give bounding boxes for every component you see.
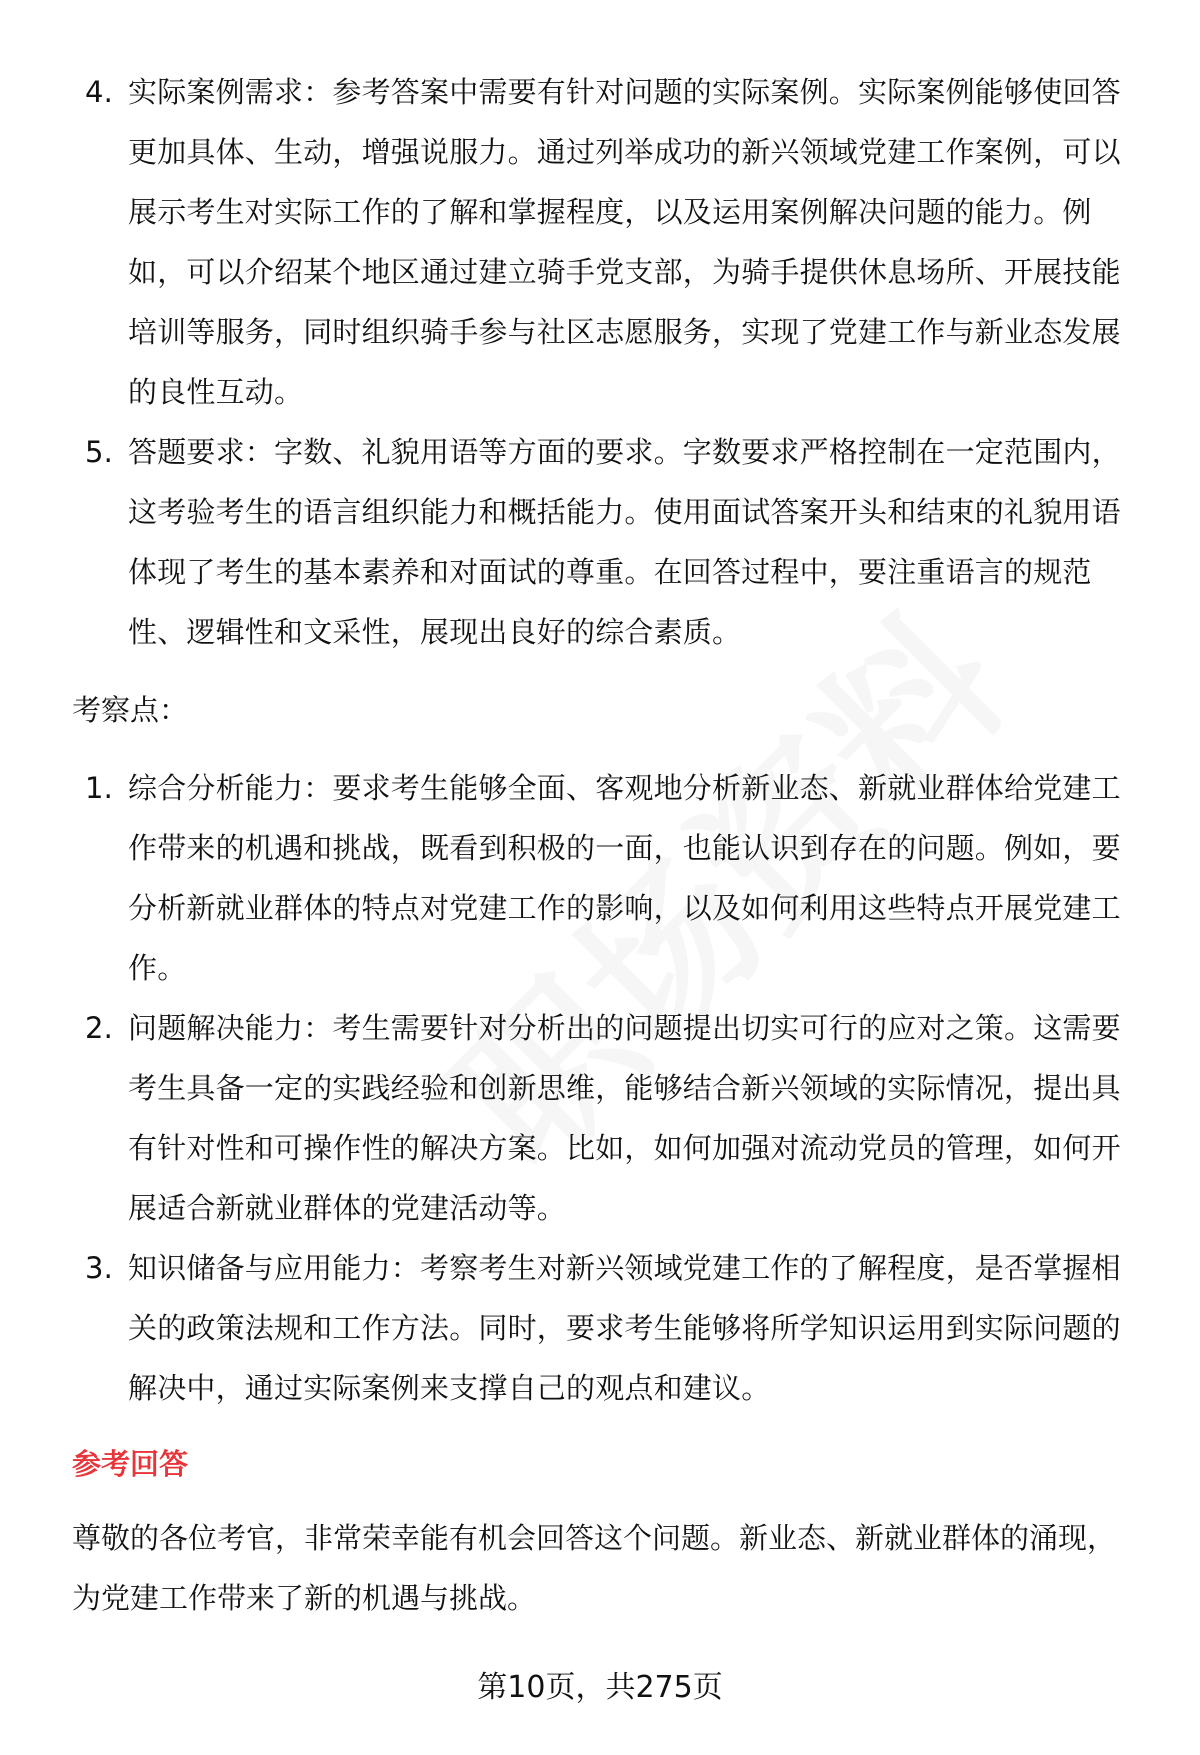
list-item-number: 2. bbox=[85, 1011, 114, 1045]
list-item-number: 1. bbox=[85, 771, 114, 805]
list-item-number: 3. bbox=[85, 1251, 114, 1285]
list-item-text: 问题解决能力：考生需要针对分析出的问题提出切实可行的应对之策。这需要考生具备一定的实践经验和创新思维，能够结合新兴领域的实际情况，提出具有针对性和可操作性的解决方案。比如，如何加强对流动党员的管理，如何开展适合新就业群体的党建活动等。 bbox=[128, 1011, 1121, 1225]
section-label: 考察点： bbox=[72, 693, 189, 727]
list-item bbox=[72, 758, 1142, 998]
page-content bbox=[72, 62, 1142, 1628]
requirements-list bbox=[72, 62, 1142, 662]
list-item bbox=[72, 62, 1142, 422]
list-item-text: 综合分析能力：要求考生能够全面、客观地分析新业态、新就业群体给党建工作带来的机遇和挑战，既看到积极的一面，也能认识到存在的问题。例如，要分析新就业群体的特点对党建工作的影响，以及如何利用这些特点开展党建工作。 bbox=[128, 771, 1121, 985]
answer-heading: 参考回答 bbox=[72, 1447, 189, 1481]
answer-paragraph: 尊敬的各位考官，非常荣幸能有机会回答这个问题。新业态、新就业群体的涌现，为党建工作带来了新的机遇与挑战。 bbox=[72, 1521, 1117, 1615]
assessment-points-list bbox=[72, 758, 1142, 1418]
list-item bbox=[72, 422, 1142, 662]
page-footer: 第10页，共275页 bbox=[477, 1670, 723, 1705]
list-item-number: 4. bbox=[85, 75, 114, 109]
list-item-text: 实际案例需求：参考答案中需要有针对问题的实际案例。实际案例能够使回答更加具体、生动，增强说服力。通过列举成功的新兴领域党建工作案例，可以展示考生对实际工作的了解和掌握程度，以及运用案例解决问题的能力。例如，可以介绍某个地区通过建立骑手党支部，为骑手提供休息场所、开展技能培训等服务，同时组织骑手参与社区志愿服务，实现了党建工作与新业态发展的良性互动。 bbox=[128, 75, 1121, 409]
list-item bbox=[72, 998, 1142, 1238]
list-item bbox=[72, 1238, 1142, 1418]
list-item-number: 5. bbox=[85, 435, 114, 469]
list-item-text: 知识储备与应用能力：考察考生对新兴领域党建工作的了解程度，是否掌握相关的政策法规和工作方法。同时，要求考生能够将所学知识运用到实际问题的解决中，通过实际案例来支撑自己的观点和建议。 bbox=[128, 1251, 1121, 1405]
list-item-text: 答题要求：字数、礼貌用语等方面的要求。字数要求严格控制在一定范围内，这考验考生的语言组织能力和概括能力。使用面试答案开头和结束的礼貌用语体现了考生的基本素养和对面试的尊重。在回答过程中，要注重语言的规范性、逻辑性和文采性，展现出良好的综合素质。 bbox=[128, 435, 1121, 649]
